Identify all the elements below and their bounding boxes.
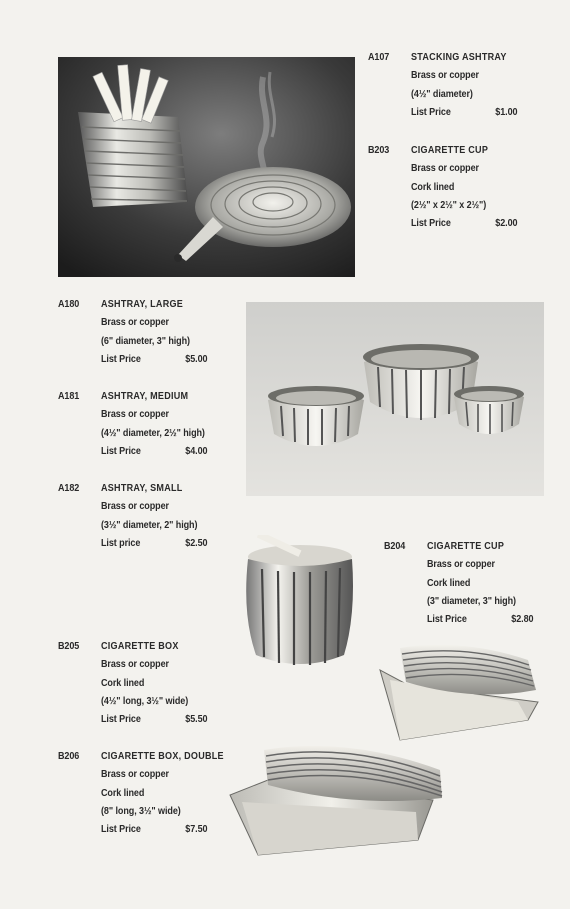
item-code: B206 bbox=[58, 750, 80, 762]
item-detail: Brass or copper bbox=[427, 558, 495, 571]
price-value: $2.50 bbox=[185, 536, 208, 549]
item-code: A107 bbox=[368, 51, 390, 63]
item-detail: Cork lined bbox=[411, 180, 455, 193]
price-value: $5.50 bbox=[185, 713, 208, 726]
item-title: CIGARETTE BOX, DOUBLE bbox=[101, 750, 224, 762]
item-code: A180 bbox=[58, 298, 80, 310]
item-detail: Brass or copper bbox=[101, 500, 169, 513]
photo-cigarette-box-double bbox=[228, 740, 446, 860]
price-line bbox=[411, 214, 523, 232]
price-label: List price bbox=[101, 536, 141, 549]
photo-ashtray-bowls bbox=[246, 302, 544, 496]
photo-cigarette-cup-round bbox=[238, 535, 358, 675]
price-line bbox=[101, 442, 213, 460]
item-detail: Brass or copper bbox=[411, 69, 479, 82]
item-detail: Brass or copper bbox=[411, 162, 479, 175]
item-detail: (8" long, 3½" wide) bbox=[101, 804, 181, 817]
price-label: List Price bbox=[411, 105, 451, 118]
item-detail: (3" diameter, 3" high) bbox=[427, 594, 516, 607]
item-title: CIGARETTE BOX bbox=[101, 640, 179, 652]
item-detail: Brass or copper bbox=[101, 316, 169, 329]
item-title: CIGARETTE CUP bbox=[411, 144, 489, 156]
price-value: $2.00 bbox=[495, 217, 518, 230]
item-title: STACKING ASHTRAY bbox=[411, 51, 507, 63]
item-code: B205 bbox=[58, 640, 80, 652]
price-label: List Price bbox=[101, 444, 141, 457]
item-detail: Cork lined bbox=[427, 576, 471, 589]
price-line bbox=[427, 610, 539, 628]
item-code: A181 bbox=[58, 390, 80, 402]
price-line bbox=[101, 710, 213, 728]
item-detail: Cork lined bbox=[101, 786, 145, 799]
item-detail: Cork lined bbox=[101, 676, 145, 689]
price-value: $5.00 bbox=[185, 352, 208, 365]
price-label: List Price bbox=[411, 217, 451, 230]
item-title: ASHTRAY, LARGE bbox=[101, 298, 184, 310]
price-label: List Price bbox=[101, 352, 141, 365]
item-detail: (2½" x 2½" x 2½") bbox=[411, 198, 487, 211]
price-value: $1.00 bbox=[495, 105, 518, 118]
item-title: ASHTRAY, MEDIUM bbox=[101, 390, 189, 402]
price-value: $7.50 bbox=[185, 823, 208, 836]
item-detail: (6" diameter, 3" high) bbox=[101, 334, 190, 347]
price-label: List Price bbox=[101, 713, 141, 726]
item-detail: Brass or copper bbox=[101, 658, 169, 671]
item-code: B203 bbox=[368, 144, 390, 156]
price-label: List Price bbox=[427, 613, 467, 626]
item-code: B204 bbox=[384, 540, 406, 552]
price-line bbox=[101, 534, 213, 552]
item-detail: Brass or copper bbox=[101, 768, 169, 781]
price-line bbox=[411, 103, 523, 121]
price-label: List Price bbox=[101, 823, 141, 836]
item-detail: (4½" diameter) bbox=[411, 87, 473, 100]
item-detail: (3½" diameter, 2" high) bbox=[101, 518, 198, 531]
item-title: CIGARETTE CUP bbox=[427, 540, 505, 552]
item-detail: Brass or copper bbox=[101, 408, 169, 421]
item-code: A182 bbox=[58, 482, 80, 494]
photo-cigarette-box bbox=[378, 640, 542, 750]
item-detail: (4½" long, 3½" wide) bbox=[101, 694, 189, 707]
price-value: $2.80 bbox=[511, 613, 534, 626]
price-value: $4.00 bbox=[185, 444, 208, 457]
item-title: ASHTRAY, SMALL bbox=[101, 482, 183, 494]
photo-stacking-ashtray-and-cup bbox=[58, 57, 355, 277]
price-line bbox=[101, 820, 213, 838]
item-detail: (4½" diameter, 2½" high) bbox=[101, 426, 205, 439]
price-line bbox=[101, 350, 213, 368]
